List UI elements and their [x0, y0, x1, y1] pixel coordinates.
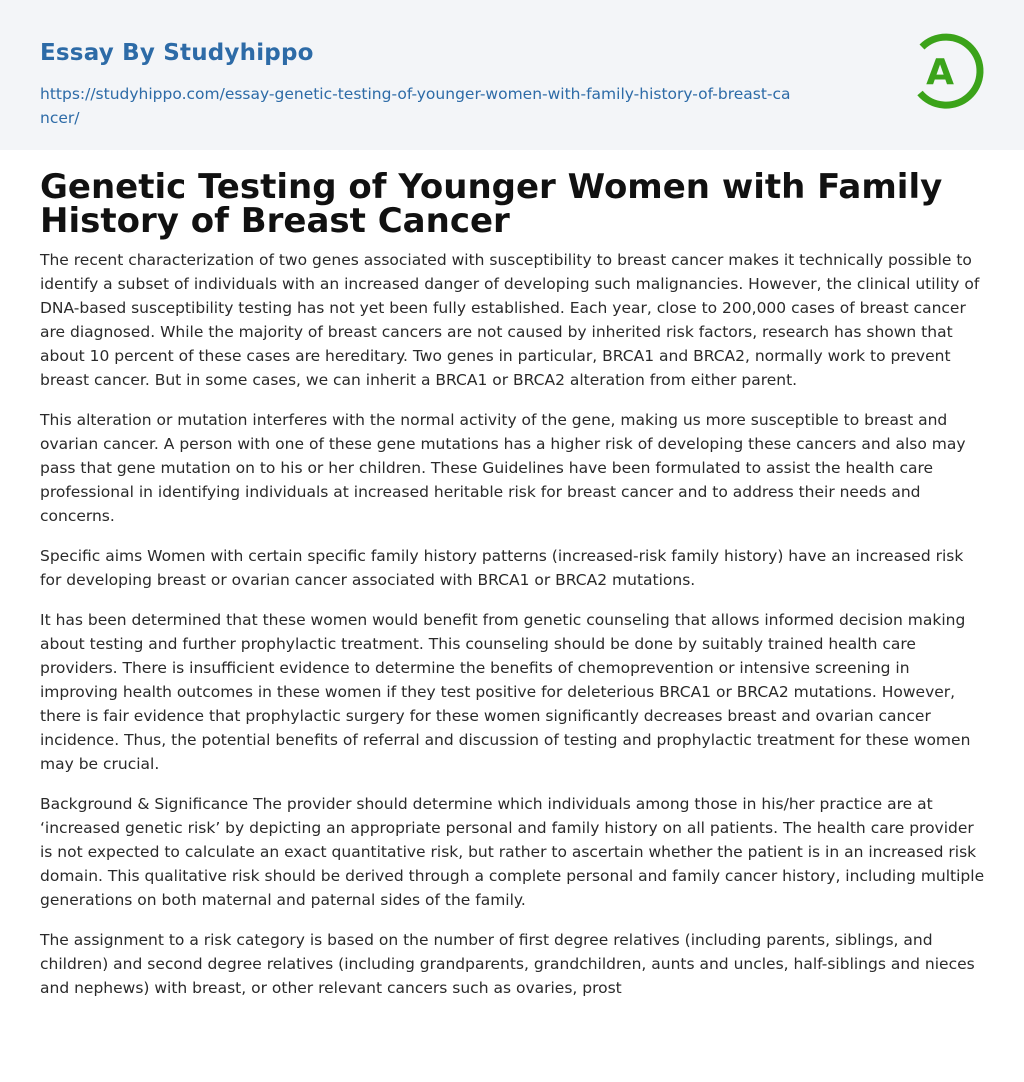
site-header [0, 0, 1024, 150]
essay-title: Genetic Testing of Younger Women with Family History of Breast Cancer [40, 167, 943, 241]
logo-letter: A [926, 52, 954, 93]
essay-url-link[interactable]: https://studyhippo.com/essay-genetic-testing-of-younger-women-with-family-history-of-breast-cancer/ [40, 85, 791, 127]
paragraph-6: The assignment to a risk category is based on the number of first degree relatives (including parents, siblings, and children) and second degree relatives (including grandparents, grandchildren, aunts and uncles, half-siblings and nieces and nephews) with breast, or other relevant cancers such as ovaries, prost [40, 931, 975, 997]
paragraph-4: It has been determined that these women would benefit from genetic counseling that allows informed decision making about testing and further prophylactic treatment. This counseling should be done by suitably trained health care providers. There is insufficient evidence to determine the benefits of chemoprevention or intensive screening in improving health outcomes in these women if they test positive for deleterious BRCA1 or BRCA2 mutations. However, there is fair evidence that prophylactic surgery for these women significantly decreases breast and ovarian cancer incidence. Thus, the potential benefits of referral and discussion of testing and prophylactic treatment for these women may be crucial. [40, 611, 971, 773]
paragraph-5: Background & Significance The provider should determine which individuals among those in his/her practice are at ‘increased genetic risk’ by depicting an appropriate personal and family history on all patients. The health care provider is not expected to calculate an exact quantitative risk, but rather to ascertain whether the patient is in an increased risk domain. This qualitative risk should be derived through a complete personal and family cancer history, including multiple generations on both maternal and paternal sides of the family. [40, 795, 985, 909]
essay-content [40, 167, 986, 1016]
site-brand[interactable]: Essay By Studyhippo [40, 40, 314, 66]
studyhippo-logo-icon[interactable] [910, 28, 988, 116]
paragraph-3: Specific aims Women with certain specific family history patterns (increased-risk family history) have an increased risk for developing breast or ovarian cancer associated with BRCA1 or BRCA2 mutations. [40, 547, 964, 589]
paragraph-1: The recent characterization of two genes associated with susceptibility to breast cancer makes it technically possible to identify a subset of individuals with an increased danger of developing such malignancies. However, the clinical utility of DNA-based susceptibility testing has not yet been fully established. Each year, close to 200,000 cases of breast cancer are diagnosed. While the majority of breast cancers are not caused by inherited risk factors, research has shown that about 10 percent of these cases are hereditary. Two genes in particular, BRCA1 and BRCA2, normally work to prevent breast cancer. But in some cases, we can inherit a BRCA1 or BRCA2 alteration from either parent. [40, 251, 980, 389]
paragraph-2: This alteration or mutation interferes with the normal activity of the gene, making us more susceptible to breast and ovarian cancer. A person with one of these gene mutations has a higher risk of developing these cancers and also may pass that gene mutation on to his or her children. These Guidelines have been formulated to assist the health care professional in identifying individuals at increased heritable risk for breast cancer and to address their needs and concerns. [40, 411, 966, 525]
